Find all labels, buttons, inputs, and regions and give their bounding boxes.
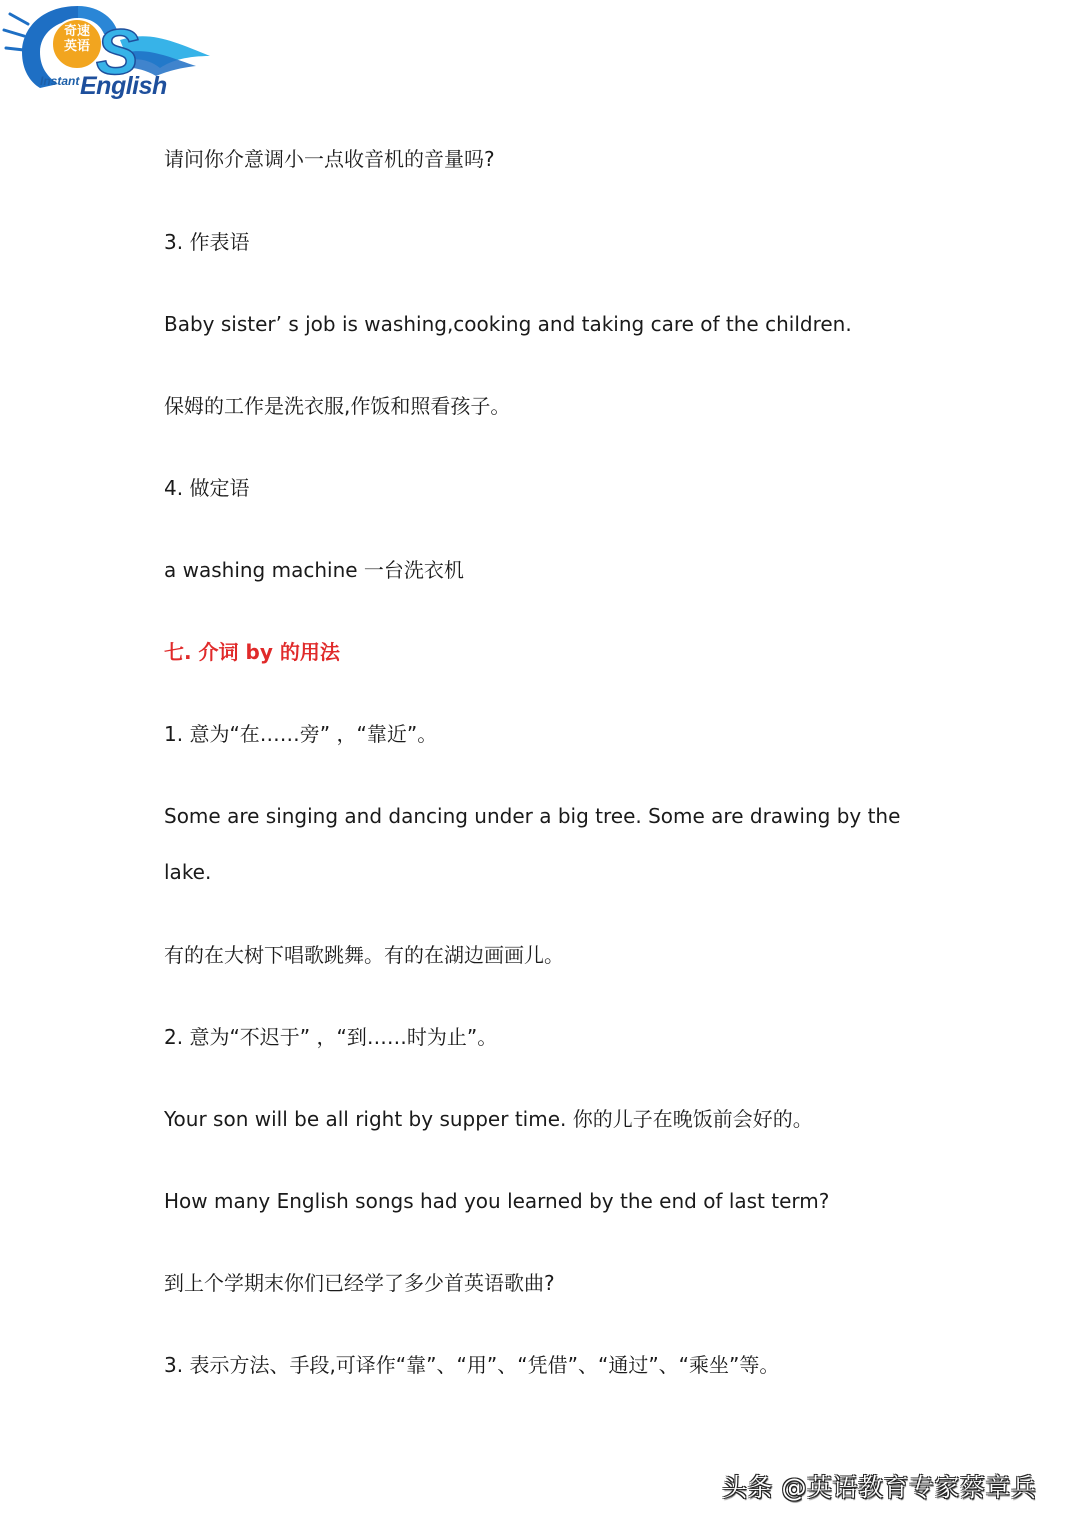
subheading-means-method: 3. 表示方法、手段,可译作“靠”、“用”、“凭借”、“通过”、“乘坐”等。 [164, 1353, 780, 1377]
logo-chinese-text [58, 24, 96, 54]
subheading-attributive: 4. 做定语 [164, 476, 250, 500]
example-sentence: Some are singing and dancing under a big tree. Some are drawing by the [164, 804, 901, 828]
subheading-predicative: 3. 作表语 [164, 230, 250, 254]
section-heading-by-usage: 七. 介词 by 的用法 [164, 640, 340, 664]
logo-english-text: English [80, 72, 167, 100]
example-sentence: How many English songs had you learned by the end of last term? [164, 1189, 830, 1213]
example-sentence: a washing machine 一台洗衣机 [164, 558, 464, 582]
example-sentence-continued: lake. [164, 860, 212, 884]
logo-chinese-line1: 奇速 [63, 24, 90, 39]
logo-chinese-line2: 英语 [63, 39, 90, 54]
translation-line: 保姆的工作是洗衣服,作饭和照看孩子。 [164, 394, 511, 418]
translation-line: 有的在大树下唱歌跳舞。有的在湖边画画儿。 [164, 943, 564, 967]
instant-english-logo [0, 0, 220, 108]
subheading-meaning-no-later-than: 2. 意为“不迟于” ，“到……时为止”。 [164, 1025, 498, 1049]
example-sentence: Baby sister’ s job is washing,cooking and taking care of the children. [164, 312, 852, 336]
example-sentence: Your son will be all right by supper time. 你的儿子在晚饭前会好的。 [164, 1107, 813, 1131]
logo-instant-text: Instant [40, 74, 80, 88]
svg-text:S: S [96, 16, 139, 88]
subheading-meaning-beside: 1. 意为“在……旁” ，“靠近”。 [164, 722, 438, 746]
translation-line: 到上个学期末你们已经学了多少首英语歌曲? [164, 1271, 555, 1295]
author-watermark: 头条 @英语教育专家蔡章兵 [722, 1473, 1037, 1502]
translation-line: 请问你介意调小一点收音机的音量吗? [164, 147, 495, 171]
